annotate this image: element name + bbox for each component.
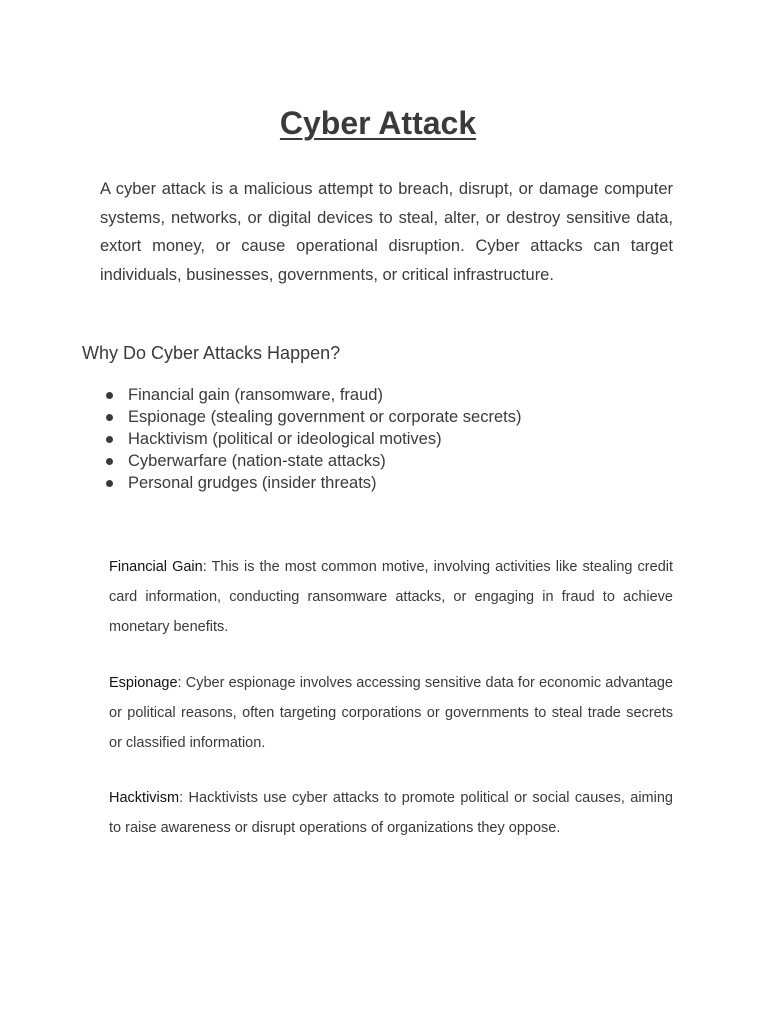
list-item-text: Cyberwarfare (nation-state attacks) [128, 452, 386, 470]
detail-paragraph-espionage [109, 668, 673, 758]
bullet-icon [106, 480, 113, 487]
detail-paragraph-hacktivism [109, 783, 673, 843]
list-item-text: Espionage (stealing government or corporate secrets) [128, 408, 522, 426]
list-item [104, 406, 521, 428]
bullet-icon [106, 414, 113, 421]
bullet-icon [106, 392, 113, 399]
intro-paragraph: A cyber attack is a malicious attempt to breach, disrupt, or damage computer systems, networks, or digital devices to steal, alter, or destroy sensitive data, extort money, or cause operational disruption. Cyber attacks can target individuals, businesses, governments, or critical infrastructure. [100, 180, 673, 284]
detail-term: Financial Gain [109, 559, 203, 575]
list-item [104, 450, 521, 472]
bullet-icon [106, 436, 113, 443]
bullet-icon [106, 458, 113, 465]
section-heading: Why Do Cyber Attacks Happen? [82, 343, 341, 363]
list-item-text: Hacktivism (political or ideological motives) [128, 430, 442, 448]
list-item [104, 472, 521, 494]
list-item [104, 428, 521, 450]
page-title [0, 103, 756, 143]
detail-term: Hacktivism [109, 790, 180, 806]
reasons-list [104, 384, 521, 494]
list-item-text: Financial gain (ransomware, fraud) [128, 386, 383, 404]
detail-paragraph-financial-gain [109, 552, 673, 642]
detail-text: : Hacktivists use cyber attacks to promote political or social causes, aiming to raise awareness or disrupt operations of organizations they oppose. [109, 790, 673, 836]
list-item [104, 384, 521, 406]
page-title-text: Cyber Attack [279, 105, 477, 141]
detail-term: Espionage [109, 675, 178, 691]
list-item-text: Personal grudges (insider threats) [128, 474, 377, 492]
detail-text: : Cyber espionage involves accessing sensitive data for economic advantage or political reasons, often targeting corporations or governments to steal trade secrets or classified information. [109, 675, 673, 751]
detail-text: : This is the most common motive, involving activities like stealing credit card information, conducting ransomware attacks, or engaging in fraud to achieve monetary benefits. [109, 559, 674, 635]
